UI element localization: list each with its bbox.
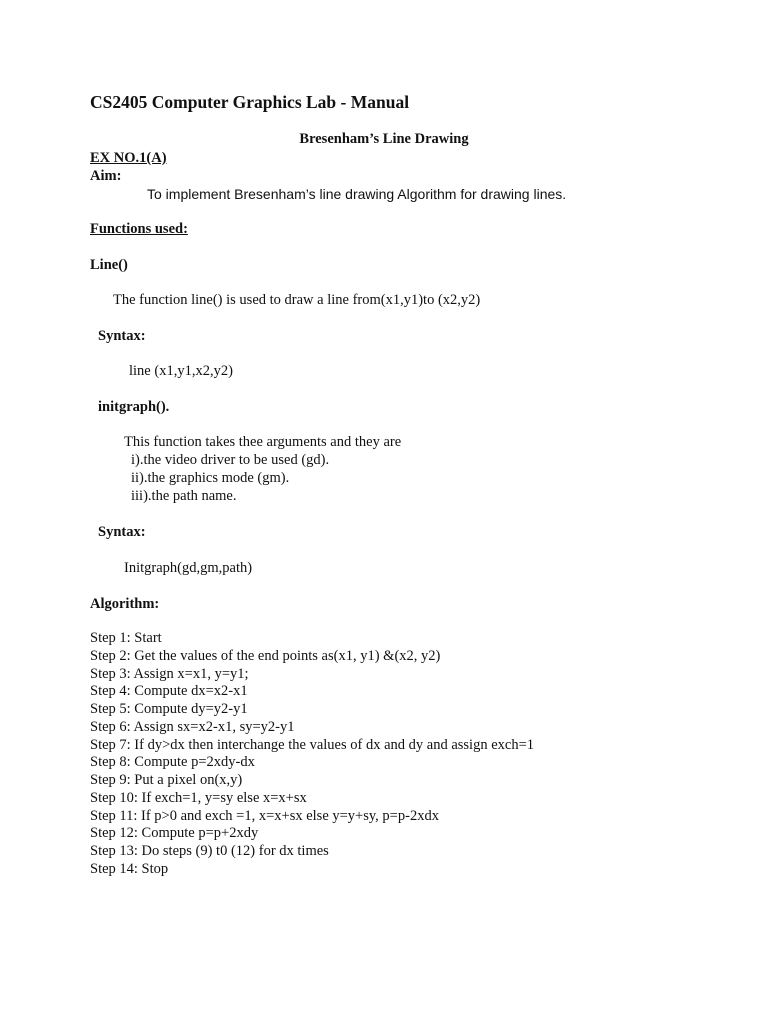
initgraph-arg-item: i).the video driver to be used (gd). [131,452,330,468]
algorithm-heading: Algorithm: [90,596,160,612]
aim-text: To implement Bresenham’s line drawing Algorithm for drawing lines. [147,186,567,202]
algorithm-step: Step 8: Compute p=2xdy-dx [90,754,255,771]
line-syntax: line (x1,y1,x2,y2) [129,363,233,379]
aim-heading: Aim: [90,168,122,184]
algorithm-step: Step 4: Compute dx=x2-x1 [90,683,248,700]
line-syntax-heading: Syntax: [98,328,146,344]
algorithm-steps [90,630,534,879]
algorithm-step: Step 7: If dy>dx then interchange the values of dx and dy and assign exch=1 [90,736,534,753]
functions-heading: Functions used: [90,221,188,237]
algorithm-step: Step 11: If p>0 and exch =1, x=x+sx else y=y+sy, p=p-2xdx [90,807,439,824]
initgraph-description: This function takes thee arguments and they are [124,434,402,450]
algorithm-step: Step 14: Stop [90,860,169,877]
initgraph-arg-item: iii).the path name. [131,488,237,504]
algorithm-step: Step 3: Assign x=x1, y=y1; [90,665,249,682]
document-title: CS2405 Computer Graphics Lab - Manual [90,92,410,112]
exercise-number: EX NO.1(A) [90,150,167,166]
initgraph-syntax: Initgraph(gd,gm,path) [124,560,253,576]
initgraph-function-name: initgraph(). [98,399,170,415]
algorithm-step: Step 6: Assign sx=x2-x1, sy=y2-y1 [90,718,295,735]
algorithm-step: Step 9: Put a pixel on(x,y) [90,772,243,788]
line-function-name: Line() [90,257,128,273]
algorithm-step: Step 13: Do steps (9) t0 (12) for dx times [90,843,329,859]
initgraph-syntax-heading: Syntax: [98,524,146,540]
exercise-title: Bresenham’s Line Drawing [299,131,469,147]
algorithm-step: Step 5: Compute dy=y2-y1 [90,701,248,717]
algorithm-step: Step 12: Compute p=p+2xdy [90,825,259,842]
algorithm-step: Step 1: Start [90,630,162,646]
line-function-description: The function line() is used to draw a line from(x1,y1)to (x2,y2) [113,292,481,308]
algorithm-step: Step 2: Get the values of the end points as(x1, y1) &(x2, y2) [90,647,441,664]
initgraph-arg-item: ii).the graphics mode (gm). [131,470,290,486]
algorithm-step: Step 10: If exch=1, y=sy else x=x+sx [90,789,307,806]
